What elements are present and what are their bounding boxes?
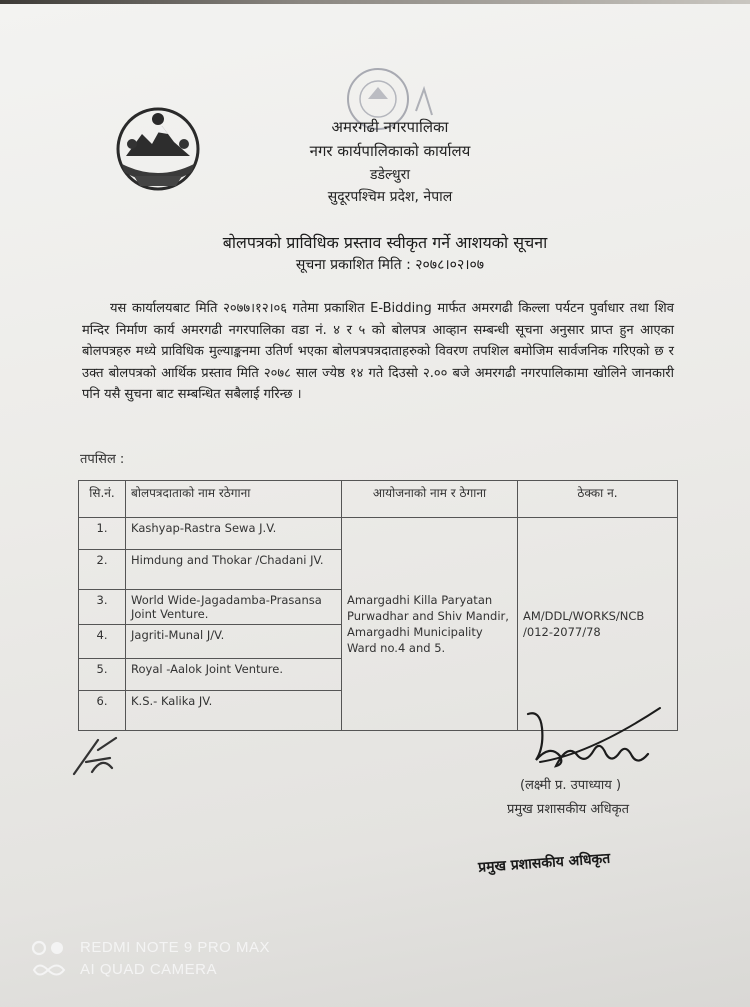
office-line: नगर कार्यपालिकाको कार्यालय bbox=[309, 142, 471, 160]
district: डडेल्धुरा bbox=[370, 167, 410, 183]
watermark-line-1 bbox=[30, 937, 270, 959]
notice-title: बोलपत्रको प्राविधिक प्रस्ताव स्वीकृत गर्ने आशयको सूचना bbox=[222, 233, 548, 252]
province: सुदूरपश्चिम प्रदेश, नेपाल bbox=[327, 189, 453, 205]
watermark-camera: AI QUAD CAMERA bbox=[80, 961, 218, 978]
notice-body: यस कार्यालयबाट मिति २०७७।१२।०६ गतेमा प्रकाशित E-Bidding मार्फत अमरगढी किल्ला पर्यटन पुर्वाधार तथा शिव मन्दिर निर्माण कार्य अमरगढी नगरपालिका वडा नं. ४ र ५ को बोलपत्र आव्हान सम्बन्धी सूचना अनुसार प्राप्त हुन आएका बोलपत्रहरु मध्ये प्राविधिक मुल्याङ्कनमा उतिर्ण भएका बोलपत्रपत्रदाताहरुको विवरण तपशिल बमोजिम सार्वजनिक गरिएको छ र उक्त बोलपत्रको आर्थिक प्रस्ताव मिति २०७८ साल ज्येष्ठ १४ गते दिउसो २.०० बजे अमरगढी नगरपालिकामा खोलिने जानकारी पनि यसै सुचना बाट सम्बन्धित सबैलाई गरिन्छ । bbox=[82, 301, 674, 402]
row-bidder: Kashyap-Rastra Sewa J.V. bbox=[126, 518, 342, 550]
row-serial: 6. bbox=[79, 691, 126, 731]
table-header-row bbox=[79, 481, 678, 518]
watermark-line-2 bbox=[30, 959, 270, 981]
table-row bbox=[79, 518, 678, 550]
camera-watermark bbox=[30, 937, 270, 981]
row-bidder: Himdung and Thokar /Chadani JV. bbox=[126, 550, 342, 590]
role-stamp: प्रमुख प्रशासकीय अधिकृत bbox=[477, 850, 611, 876]
watermark-model: REDMI NOTE 9 PRO MAX bbox=[80, 939, 271, 956]
row-serial: 4. bbox=[79, 625, 126, 659]
published-date: सूचना प्रकाशित मिति : २०७८।०२।०७ bbox=[295, 257, 485, 273]
row-serial: 5. bbox=[79, 659, 126, 691]
signature-icon bbox=[520, 704, 670, 784]
quad-camera-icon bbox=[30, 937, 70, 959]
document-page bbox=[0, 4, 750, 1007]
row-bidder: K.S.- Kalika JV. bbox=[126, 691, 342, 731]
header-bidder: बोलपत्रदाताको नाम रठेगाना bbox=[126, 481, 342, 518]
row-serial: 2. bbox=[79, 550, 126, 590]
header-contract: ठेक्का न. bbox=[518, 481, 678, 518]
row-bidder: Royal -Aalok Joint Venture. bbox=[126, 659, 342, 691]
signatory-role: प्रमुख प्रशासकीय अधिकृत bbox=[507, 802, 630, 817]
infinity-icon bbox=[30, 959, 70, 981]
header-serial: सि.नं. bbox=[79, 481, 126, 518]
bidder-table bbox=[78, 480, 678, 731]
row-serial: 3. bbox=[79, 590, 126, 625]
government-emblem-icon bbox=[112, 104, 204, 194]
project-cell: Amargadhi Killa Paryatan Purwadhar and Shiv Mandir, Amargadhi Municipality Ward no.4 and 5. bbox=[342, 518, 518, 731]
details-label: तपसिल : bbox=[80, 452, 125, 467]
row-bidder: World Wide-Jagadamba-Prasansa Joint Venture. bbox=[126, 590, 342, 625]
signatory-name: (लक्ष्मी प्र. उपाध्याय ) bbox=[520, 778, 622, 793]
row-bidder: Jagriti-Munal J/V. bbox=[126, 625, 342, 659]
office-name: अमरगढी नगरपालिका bbox=[331, 118, 449, 136]
contract-cell: AM/DDL/WORKS/NCB /012-2077/78 bbox=[518, 518, 678, 731]
header-project: आयोजनाको नाम र ठेगाना bbox=[342, 481, 518, 518]
initials-mark-icon bbox=[68, 732, 124, 780]
row-serial: 1. bbox=[79, 518, 126, 550]
